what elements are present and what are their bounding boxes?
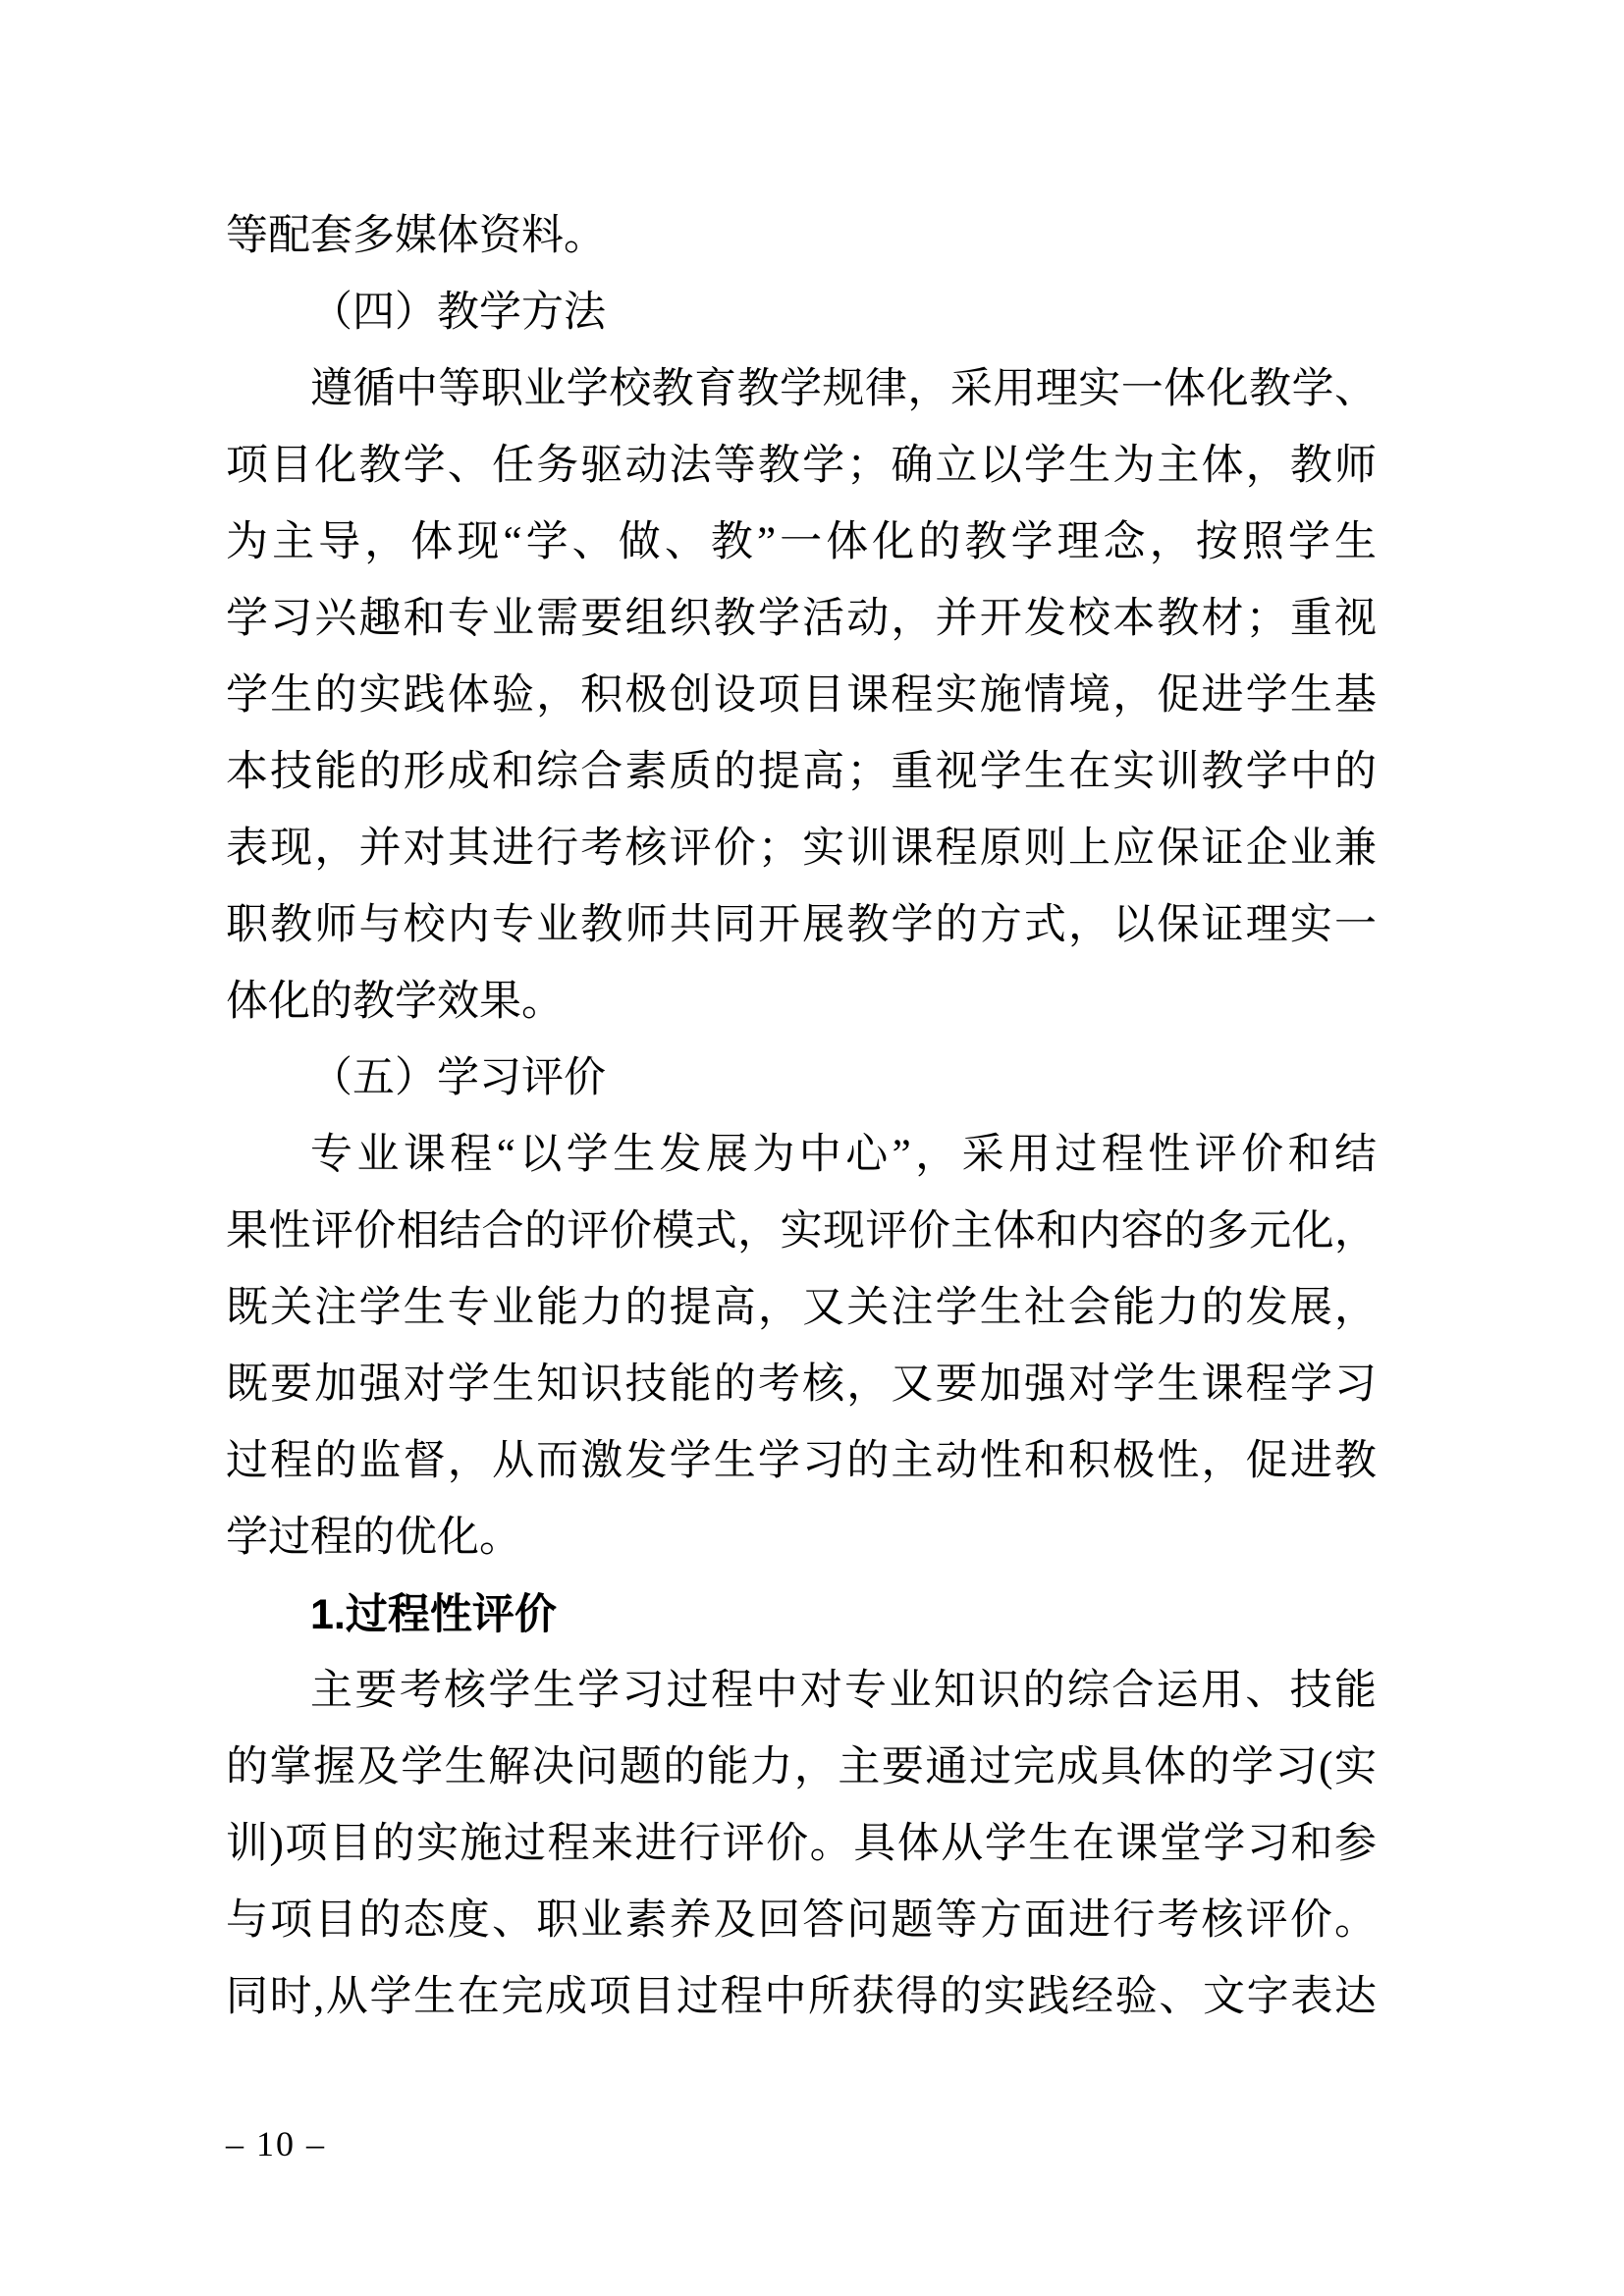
text-line: 既要加强对学生知识技能的考核，又要加强对学生课程学习 <box>226 1362 1377 1408</box>
text-line: （四）教学方法 <box>310 290 606 336</box>
text-line: 同时,从学生在完成项目过程中所获得的实践经验、文字表达 <box>226 1974 1377 2020</box>
section-heading-line: 1.过程性评价 <box>310 1591 557 1638</box>
text-line: 本技能的形成和综合素质的提高；重视学生在实训教学中的 <box>226 749 1377 795</box>
text-line: 学过程的优化。 <box>226 1515 521 1561</box>
text-line: （五）学习评价 <box>310 1055 606 1101</box>
text-line: 的掌握及学生解决问题的能力，主要通过完成具体的学习(实 <box>226 1744 1377 1790</box>
text-line: 等配套多媒体资料。 <box>226 213 606 259</box>
text-line: 表现，并对其进行考核评价；实训课程原则上应保证企业兼 <box>226 826 1377 872</box>
text-line: 遵循中等职业学校教育教学规律，采用理实一体化教学、 <box>310 366 1377 412</box>
text-line: 训)项目的实施过程来进行评价。具体从学生在课堂学习和参 <box>226 1821 1377 1867</box>
text-line: 主要考核学生学习过程中对专业知识的综合运用、技能 <box>310 1668 1377 1714</box>
page-number: – 10 – <box>226 2124 326 2163</box>
text-line: 项目化教学、任务驱动法等教学；确立以学生为主体，教师 <box>226 443 1377 489</box>
text-line: 学习兴趣和专业需要组织教学活动，并开发校本教材；重视 <box>226 596 1377 642</box>
text-line: 职教师与校内专业教师共同开展教学的方式，以保证理实一 <box>226 902 1377 948</box>
text-line: 与项目的态度、职业素养及回答问题等方面进行考核评价。 <box>226 1897 1377 1944</box>
text-line: 既关注学生专业能力的提高，又关注学生社会能力的发展， <box>226 1285 1377 1331</box>
text-line: 专业课程“以学生发展为中心”，采用过程性评价和结 <box>310 1132 1377 1178</box>
text-line: 过程的监督，从而激发学生学习的主动性和积极性，促进教 <box>226 1438 1377 1484</box>
text-line: 体化的教学效果。 <box>226 979 564 1025</box>
text-line: 为主导，体现“学、做、教”一体化的教学理念，按照学生 <box>226 519 1377 565</box>
text-line: 学生的实践体验，积极创设项目课程实施情境，促进学生基 <box>226 672 1377 719</box>
document-body <box>226 198 1377 2036</box>
text-line: 果性评价相结合的评价模式，实现评价主体和内容的多元化， <box>226 1208 1377 1255</box>
